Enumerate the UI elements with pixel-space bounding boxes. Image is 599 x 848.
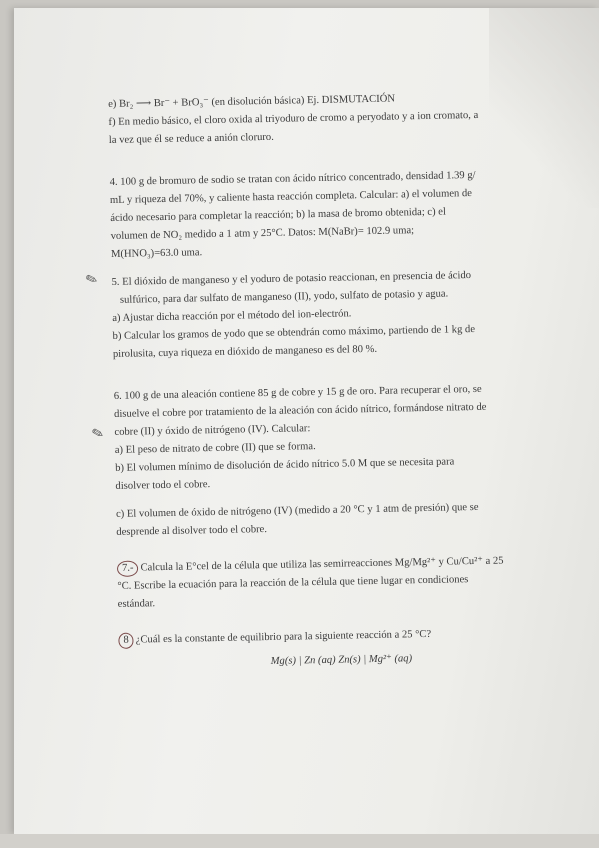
problem-6-line-3: cobre (II) y óxido de nitrógeno (IV). Calcular: [114,423,311,438]
problem-4 [109,166,516,264]
problem-8 [118,624,524,674]
problem-7-text-1: Calcula la E°cel de la célula que utiliza las semirreacciones Mg/Mg²⁺ y Cu/Cu²⁺ a 25 [140,555,504,574]
problem-5-line-2: sulfúrico, para dar sulfato de manganeso (II), yodo, sulfato de potasio y agua. [119,288,449,306]
exercise-sheet-body [108,88,524,674]
problem-6-part-c-line-2: desprende al disolver todo el cobre. [116,524,268,538]
problem-8-equation: Mg(s) | Zn (aq) Zn(s) | Mg²⁺ (aq) [270,653,413,667]
handwritten-mark-5: ✎ [83,270,101,290]
item-f-line-2: la vez que él se reduce a anión cloruro. [108,131,274,146]
problem-8-text: ¿Cuál es la constante de equilibrio para la siguiente reacción a 25 °C? [135,628,432,646]
problem-4-line-2: mL y riqueza del 70%, y caliente hasta reacción completa. Calcular: a) el volumen de [109,188,473,206]
item-e: e) Br₂ ⟶ Br⁻ + BrO₃⁻ (en disolución básica) Ej. DISMUTACIÓN [108,93,396,110]
problem-6-part-c-line-1: c) El volumen de óxido de nitrógeno (IV) (medido a 20 °C y 1 atm de presión) que se [115,501,479,520]
problem-7 [117,552,523,614]
problem-5-part-b-line-2: pirolusita, cuya riqueza en dióxido de manganeso es del 80 %. [112,343,378,360]
problem-6-line-1: 6. 100 g de una aleación contiene 85 g de cobre y 15 g de oro. Para recuperar el oro, se [113,383,482,402]
problem-4-line-5: M(HNO₃)=63.0 uma. [110,247,203,260]
problem-4-line-3: ácido necesario para completar la reacción; b) la masa de bromo obtenida; c) el [110,206,447,224]
problem-6-part-b-line-1: b) El volumen mínimo de disolución de ácido nítrico 5.0 M que se necesita para [115,456,455,474]
problem-7-line-3: estándar. [117,598,156,610]
problem-5-line-1: 5. El dióxido de manganeso y el yoduro de potasio reaccionan, en presencia de ácido [111,270,472,288]
problem-6 [114,380,522,542]
problem-5-part-b-line-1: b) Calcular los gramos de yodo que se obtendrán como máximo, partiendo de 1 kg de [112,323,476,342]
problem-5 [111,266,518,364]
problem-6-part-a: a) El peso de nitrato de cobre (II) que se forma. [114,441,316,456]
problem-4-line-4: volumen de NO₂ medido a 1 atm y 25°C. Datos: M(NaBr)= 102.9 uma; [110,225,415,242]
problem-4-line-1: 4. 100 g de bromuro de sodio se tratan con ácido nítrico concentrado, densidad 1.39 g/ [109,169,476,188]
problem-8-number: 8 [118,633,134,649]
problem-6-part-b-line-2: disolver todo el cobre. [115,479,211,492]
problem-5-part-a: a) Ajustar dicha reacción por el método del ion-electrón. [112,308,352,324]
scan-bottom-edge [0,834,599,848]
handwritten-mark-6: ✎ [90,424,106,444]
problem-7-number: 7.- [117,561,139,577]
problem-6-line-2: disuelve el cobre por tratamiento de la aleación con ácido nítrico, formándose nitrato de [114,401,487,420]
problem-7-line-2: °C. Escribe la ecuación para la reacción de la célula que tiene lugar en condiciones [117,574,469,592]
item-f-line-1: f) En medio básico, el cloro oxida al triyoduro de cromo a peryodato y a ion cromato, a [108,109,479,128]
